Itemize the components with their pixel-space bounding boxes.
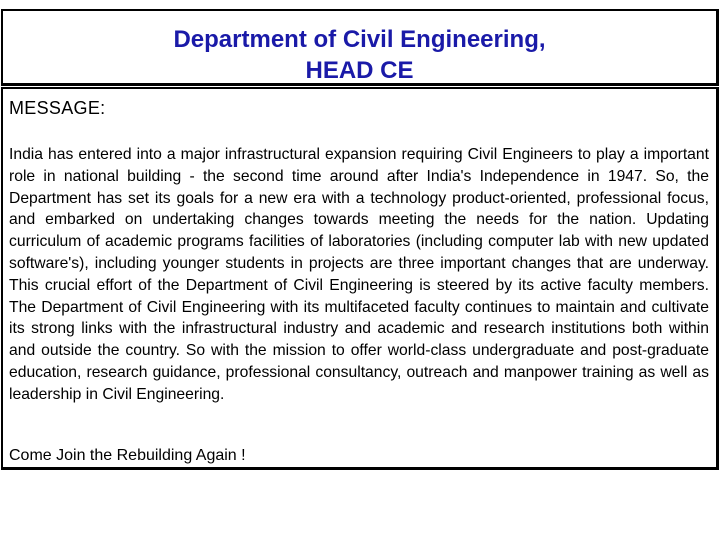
- page-title-line-1: Department of Civil Engineering,: [173, 26, 546, 53]
- message-box: [1, 87, 719, 470]
- message-heading: MESSAGE:: [9, 98, 106, 118]
- message-body: India has entered into a major infrastructural expansion requiring Civil Engineers to play a important role in national building - the second time around after India's Independence in 1947. So, the Department has set its goals for a new era with a technology product-oriented, professional focus, and embarked on undertaking changes towards meeting the needs for the nation. Updating curriculum of academic programs facilities of laboratories (including computer lab with new updated software's), including younger students in projects are three important changes that are underway. This crucial effort of the Department of Civil Engineering is steered by its active faculty members. The Department of Civil Engineering with its multifaceted faculty continues to maintain and cultivate its strong links with the infrastructural industry and academic and research institutions both within and outside the country. So with the mission to offer world-class undergraduate and post-graduate education, research guidance, professional consultancy, outreach and manpower training as well as leadership in Civil Engineering.: [9, 146, 709, 403]
- message-closing: Come Join the Rebuilding Again !: [9, 447, 246, 464]
- title-box: [1, 9, 719, 86]
- page-title-line-2: HEAD CE: [305, 57, 414, 84]
